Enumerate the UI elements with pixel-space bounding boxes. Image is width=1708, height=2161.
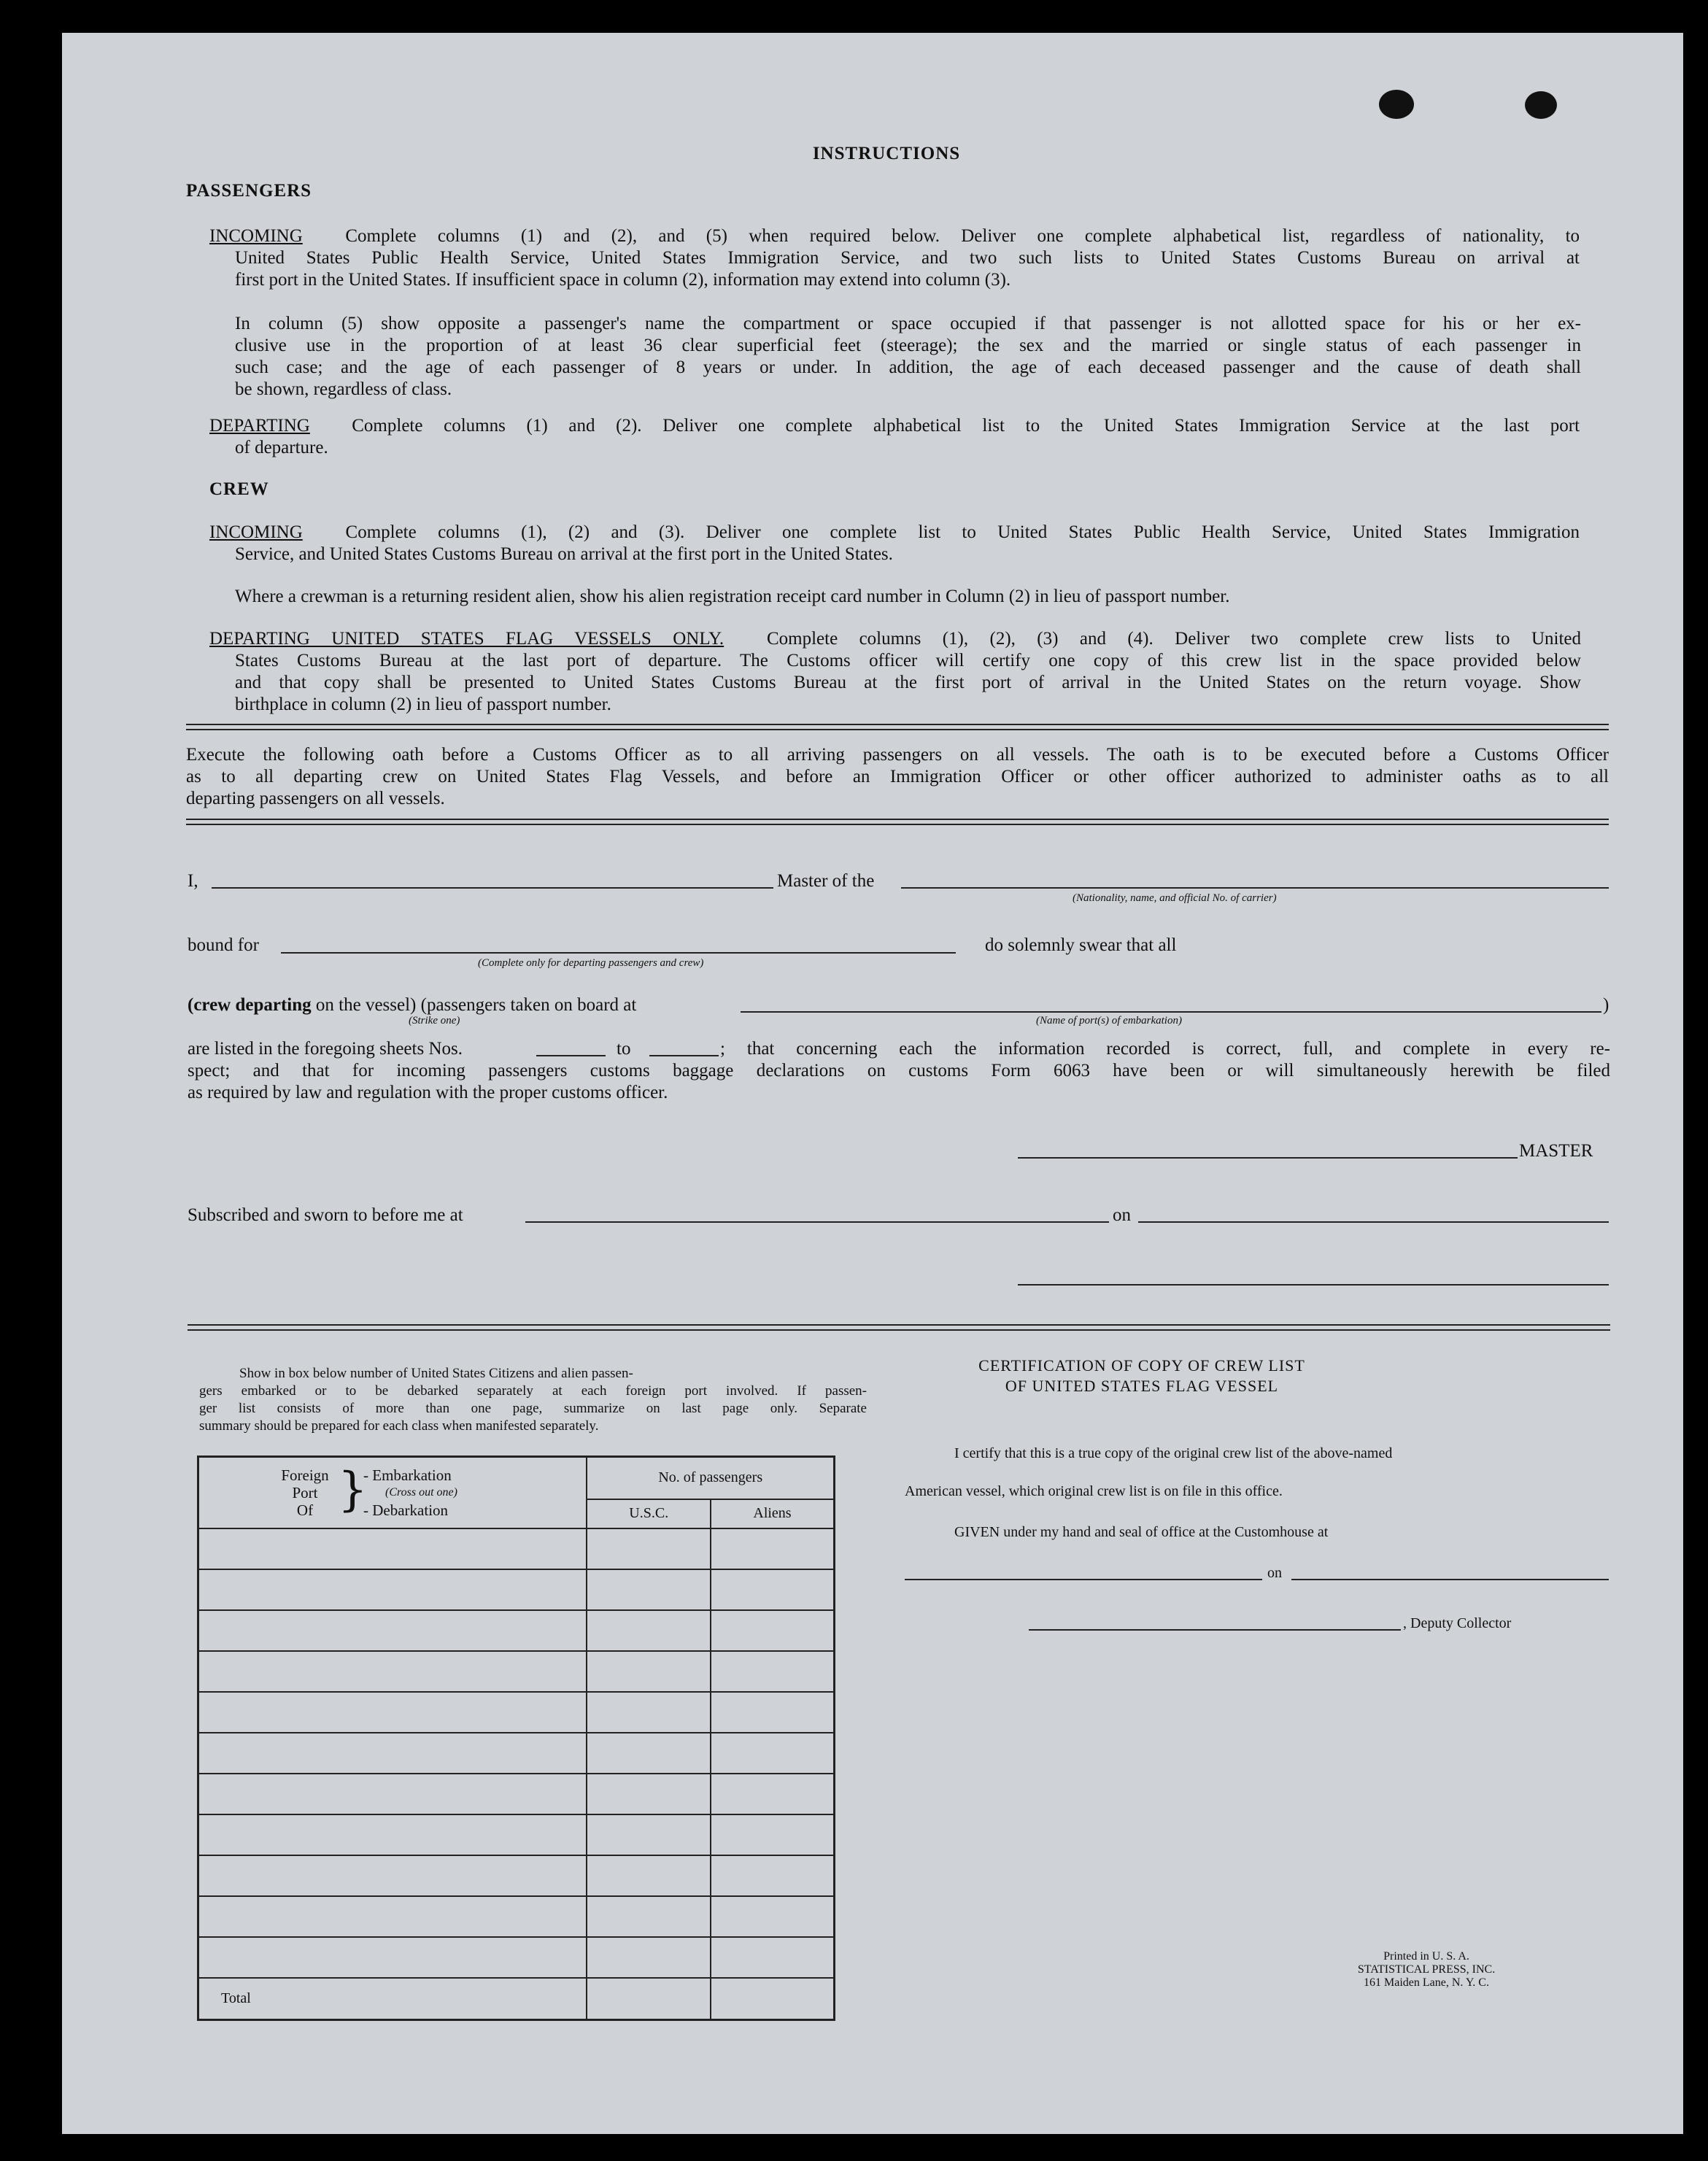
port-cell[interactable] — [198, 1692, 587, 1733]
aliens-cell[interactable] — [711, 1569, 835, 1610]
certification-title-line1: CERTIFICATION OF COPY OF CREW LIST — [978, 1356, 1305, 1375]
bound-for-note: (Complete only for departing passengers and crew) — [478, 957, 704, 969]
table-row — [198, 1937, 835, 1978]
oath-intro-line3: departing passengers on all vessels. — [186, 789, 445, 808]
aliens-cell[interactable] — [711, 1651, 835, 1692]
usc-header: U.S.C. — [587, 1499, 711, 1528]
printer-line3: 161 Maiden Lane, N. Y. C. — [1364, 1976, 1489, 1989]
port-cell[interactable] — [198, 1855, 587, 1896]
aliens-cell[interactable] — [711, 1692, 835, 1733]
usc-cell[interactable] — [587, 1733, 711, 1774]
hole-mark-left — [1379, 90, 1414, 119]
crew-incoming-label: INCOMING — [209, 522, 303, 542]
summary-line1: Show in box below number of United States Citizens and alien passen- — [239, 1366, 633, 1381]
aliens-cell[interactable] — [711, 1528, 835, 1569]
foreign-label: Foreign — [281, 1466, 329, 1484]
table-row — [198, 1528, 835, 1569]
port-cell[interactable] — [198, 1610, 587, 1651]
aliens-cell[interactable] — [711, 1610, 835, 1651]
passengers-incoming — [209, 225, 1580, 291]
passengers-departing-label: DEPARTING — [209, 416, 310, 436]
aliens-cell[interactable] — [711, 1774, 835, 1814]
divider-3 — [188, 1324, 1610, 1331]
embarkation-option[interactable]: - Embarkation — [363, 1466, 452, 1484]
certification-title-line2: OF UNITED STATES FLAG VESSEL — [1005, 1377, 1279, 1395]
crew-departing — [209, 628, 1581, 716]
table-row — [198, 1651, 835, 1692]
close-paren: ) — [1603, 995, 1610, 1015]
master-name-field[interactable] — [212, 887, 773, 889]
usc-cell[interactable] — [587, 1937, 711, 1978]
usc-cell[interactable] — [587, 1855, 711, 1896]
subscribed-label: Subscribed and sworn to before me at — [188, 1205, 463, 1225]
divider-1 — [186, 724, 1609, 730]
sheet-to-field[interactable] — [649, 1055, 719, 1056]
listed-pre: are listed in the foregoing sheets Nos. — [188, 1039, 463, 1059]
table-row — [198, 1814, 835, 1855]
hole-mark-right — [1525, 91, 1557, 119]
crew-incoming — [209, 522, 1580, 565]
passenger-summary-table — [197, 1456, 835, 2021]
officer-signature-field[interactable] — [1018, 1284, 1609, 1286]
oath-intro — [186, 744, 1609, 810]
listed-to: to — [617, 1039, 631, 1059]
usc-cell[interactable] — [587, 1610, 711, 1651]
no-passengers-header: No. of passengers — [587, 1457, 834, 1499]
aliens-header: Aliens — [711, 1499, 835, 1528]
divider-2 — [186, 819, 1609, 825]
master-label: MASTER — [1519, 1141, 1593, 1161]
total-label: Total — [198, 1978, 587, 2020]
crew-departing-option[interactable]: (crew departing — [188, 995, 312, 1015]
certification-on-label: on — [1267, 1565, 1282, 1581]
crew-departing-line3: and that copy shall be presented to United States Customs Bureau at the first port of arrival in the United States on the return voyage. Show — [235, 673, 1581, 692]
usc-cell[interactable] — [587, 1814, 711, 1855]
aliens-total-cell[interactable] — [711, 1978, 835, 2020]
crew-departing-line2: States Customs Bureau at the last port of departure. The Customs officer will certify one copy of this crew list in the space provided below — [235, 651, 1581, 670]
port-cell[interactable] — [198, 1896, 587, 1937]
passengers-departing-line1: Complete columns (1) and (2). Deliver one complete alphabetical list to the United States Immigration Service at the last port — [352, 416, 1580, 436]
col5-line3: such case; and the age of each passenger of 8 years or under. In addition, the age of each deceased passenger and the cause of death shall — [235, 357, 1581, 377]
bound-for-field[interactable] — [281, 952, 956, 954]
brace-icon: } — [338, 1463, 368, 1517]
oath-i-label: I, — [188, 871, 198, 891]
strike-one-note: (Strike one) — [409, 1015, 460, 1027]
swear-label: do solemnly swear that all — [985, 935, 1177, 955]
deputy-collector-signature-field[interactable] — [1029, 1629, 1401, 1631]
crew-departing-line1: Complete columns (1), (2), (3) and (4). Deliver two complete crew lists to United — [766, 629, 1581, 649]
crew-incoming-line1: Complete columns (1), (2) and (3). Deliver one complete list to United States Public Health Service, United States Immigration — [345, 522, 1580, 542]
listed-post: ; that concerning each the information recorded is correct, full, and complete in every re- — [720, 1039, 1610, 1059]
table-row — [198, 1569, 835, 1610]
passengers-incoming-line1: Complete columns (1) and (2), and (5) when required below. Deliver one complete alphabetical list, regardless of nationality, to — [345, 226, 1580, 246]
crew-passengers-line — [188, 994, 636, 1016]
form-page — [62, 33, 1683, 2134]
crew-departing-label: DEPARTING UNITED STATES FLAG VESSELS ONLY. — [209, 629, 724, 649]
usc-cell[interactable] — [587, 1774, 711, 1814]
passengers-departing — [209, 415, 1580, 459]
passengers-column5 — [235, 313, 1581, 401]
summary-line4: summary should be prepared for each class when manifested separately. — [199, 1418, 599, 1434]
crew-heading: CREW — [209, 479, 269, 499]
table-row — [198, 1896, 835, 1937]
col5-line4: be shown, regardless of class. — [235, 379, 452, 399]
passengers-taken-option[interactable]: (passengers taken on board at — [420, 995, 637, 1015]
col5-line2: clusive use in the proportion of at least 36 clear superficial feet (steerage); the sex and the married or single status of each passenger in — [235, 336, 1581, 355]
crew-departing-line4: birthplace in column (2) in lieu of passport number. — [235, 695, 611, 714]
carrier-field[interactable] — [901, 887, 1609, 889]
sworn-date-field[interactable] — [1138, 1221, 1609, 1223]
ports-note: (Name of port(s) of embarkation) — [1036, 1015, 1182, 1027]
table-row — [198, 1855, 835, 1896]
table-row — [198, 1774, 835, 1814]
summary-line3: ger list consists of more than one page, summarize on last page only. Separate — [199, 1401, 867, 1416]
printer-imprint — [1302, 1950, 1550, 1990]
printer-line1: Printed in U. S. A. — [1383, 1950, 1469, 1963]
port-cell[interactable] — [198, 1733, 587, 1774]
oath-intro-line2: as to all departing crew on United States Flag Vessels, and before an Immigration Officer or other officer authorized to administer oaths as to all — [186, 767, 1609, 786]
usc-cell[interactable] — [587, 1692, 711, 1733]
certification-title — [967, 1356, 1317, 1396]
oath-line-required: as required by law and regulation with the proper customs officer. — [188, 1083, 668, 1102]
certification-date-field[interactable] — [1291, 1579, 1609, 1580]
master-of-label: Master of the — [777, 871, 875, 891]
port-cell[interactable] — [198, 1937, 587, 1978]
table-row — [198, 1610, 835, 1651]
usc-cell[interactable] — [587, 1569, 711, 1610]
summary-instructions — [199, 1365, 867, 1435]
summary-line2: gers embarked or to be debarked separately at each foreign port involved. If passen- — [199, 1383, 867, 1399]
crew-resident: Where a crewman is a returning resident alien, show his alien registration receipt card number in Column (2) in lieu of passport number. — [235, 587, 1230, 606]
port-label: Port — [292, 1484, 318, 1501]
sheet-from-field[interactable] — [536, 1055, 606, 1056]
col5-line1: In column (5) show opposite a passenger's name the compartment or space occupied if that passenger is not allotted space for his or her ex- — [235, 314, 1581, 333]
port-cell[interactable] — [198, 1814, 587, 1855]
given-line: GIVEN under my hand and seal of office at the Customhouse at — [954, 1524, 1329, 1540]
oath-line-spect: spect; and that for incoming passengers customs baggage declarations on customs Form 6063 have been or will simultaneously herewith be filed — [188, 1061, 1610, 1080]
deputy-collector-label: , Deputy Collector — [1403, 1615, 1512, 1631]
oath-intro-line1: Execute the following oath before a Customs Officer as to all arriving passengers on all vessels. The oath is to be executed before a Customs Officer — [186, 745, 1609, 765]
usc-cell[interactable] — [587, 1651, 711, 1692]
page-title: INSTRUCTIONS — [812, 144, 961, 163]
cross-out-note: (Cross out one) — [385, 1486, 457, 1499]
passengers-incoming-line3: first port in the United States. If insufficient space in column (2), information may extend into column (3). — [235, 270, 1011, 290]
usc-total-cell[interactable] — [587, 1978, 711, 2020]
aliens-cell[interactable] — [711, 1733, 835, 1774]
total-row — [198, 1978, 835, 2020]
aliens-cell[interactable] — [711, 1896, 835, 1937]
passengers-heading: PASSENGERS — [186, 181, 312, 201]
table-row — [198, 1733, 835, 1774]
certify-line2: American vessel, which original crew list is on file in this office. — [905, 1483, 1283, 1499]
bound-for-label: bound for — [188, 935, 259, 955]
carrier-note: (Nationality, name, and official No. of carrier) — [1073, 892, 1277, 904]
certify-line1: I certify that this is a true copy of the original crew list of the above-named — [954, 1445, 1393, 1461]
on-vessel-text: on the vessel) — [315, 995, 417, 1015]
master-signature-field[interactable] — [1018, 1157, 1518, 1159]
port-cell[interactable] — [198, 1528, 587, 1569]
passengers-departing-line2: of departure. — [235, 438, 328, 457]
printer-line2: STATISTICAL PRESS, INC. — [1357, 1963, 1496, 1976]
sworn-place-field[interactable] — [525, 1221, 1109, 1223]
customhouse-field[interactable] — [905, 1579, 1262, 1580]
of-label: Of — [296, 1501, 314, 1519]
usc-cell[interactable] — [587, 1528, 711, 1569]
aliens-cell[interactable] — [711, 1855, 835, 1896]
table-row — [198, 1692, 835, 1733]
usc-cell[interactable] — [587, 1896, 711, 1937]
sworn-on-label: on — [1113, 1205, 1131, 1225]
port-cell[interactable] — [198, 1774, 587, 1814]
crew-incoming-line2: Service, and United States Customs Bureau on arrival at the first port in the United States. — [235, 544, 893, 564]
port-cell[interactable] — [198, 1569, 587, 1610]
aliens-cell[interactable] — [711, 1937, 835, 1978]
port-cell[interactable] — [198, 1651, 587, 1692]
port-header-cell — [198, 1457, 587, 1528]
passengers-incoming-label: INCOMING — [209, 226, 303, 246]
aliens-cell[interactable] — [711, 1814, 835, 1855]
embarkation-ports-field[interactable] — [741, 1011, 1601, 1013]
passengers-incoming-line2: United States Public Health Service, United States Immigration Service, and two such lists to United States Customs Bureau on arrival at — [235, 248, 1580, 268]
debarkation-option[interactable]: - Debarkation — [363, 1501, 449, 1519]
